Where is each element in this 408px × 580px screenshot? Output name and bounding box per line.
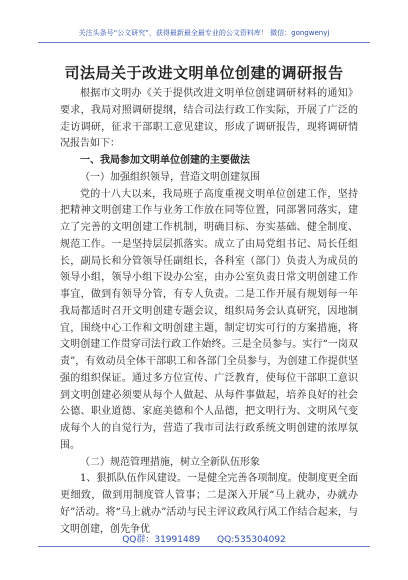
section-heading: 一、我局参加文明单位创建的主要做法 xyxy=(80,155,250,166)
document-body xyxy=(60,86,358,538)
body-paragraph: 1、狠抓队伍作风建设。一是健全完善各项制度。使制度更全面更细致，做到用制度管人管事；二是深入开展“马上就办，办就办好”活动。将“马上就办”活动与民主评议政风行风工作结合起来，与文明创建，创先争优 xyxy=(60,473,358,535)
subsection-heading: （二）规范管理措施，树立全新队伍形象 xyxy=(80,456,260,468)
header-divider xyxy=(38,42,370,43)
subsection-heading: （一）加强组织领导，营造文明创建氛围 xyxy=(80,171,260,183)
page-footer xyxy=(0,532,408,545)
document-title: 司法局关于改进文明单位创建的调研报告 xyxy=(64,64,344,82)
intro-paragraph: 根据市文明办《关于提供改进文明单位创建调研材料的通知》要求，我局对照调研提纲，结合司法行政工作实际，开展了广泛的走访调研，征求干部职工意见建议，形成了调研报告，现将调研情况报告如下： xyxy=(60,88,358,150)
body-paragraph: 党的十八大以来，我局班子高度重视文明单位创建工作，坚持把精神文明创建工作与业务工作放在同等位置，同部署同落实，建立了完善的文明创建工作机制，明确目标、夯实基础、健全制度、规范工作。一是坚持层层抓落实。成立了由局党组书记、局长任组长，副局长和分管领导任副组长，各科室（部门）负责人为成员的领导小组，领导小组下设办公室，由办公室负责日常文明创建工作事宜，做到有领导分管，有专人负责。二是工作开展有规划每一年我局都适时召开文明创建专题会议，组织局务会认真研究，因地制宜，围绕中心工作和文明创建主题，制定切实可行的方案措施，将文明创建工作贯穿司法行政工作始终。三是全员参与。实行“一岗双责”，有效动员全体干部职工和各部门全员参与，为创建工作提供坚强的组织保证。通过多方位宣传、广泛教育，使每位干部职工意识到文明创建必须要从每个人做起、从每件事做起，培养良好的社会公德、职业道德、家庭美德和个人品德，把文明行为、文明风气变成每个人的自觉行为，营造了我市司法行政系统文明创建的浓厚氛围。 xyxy=(60,188,358,451)
footer-qq: QQ:535304092 xyxy=(217,535,286,545)
footer-divider xyxy=(38,546,370,547)
page-header-banner: 关注头条号“公文研究”，获得最新最全最专业的公文资料库！ 微信：gongwenyj xyxy=(78,29,330,37)
footer-qq-group: QQ群：31991489 xyxy=(122,535,201,545)
